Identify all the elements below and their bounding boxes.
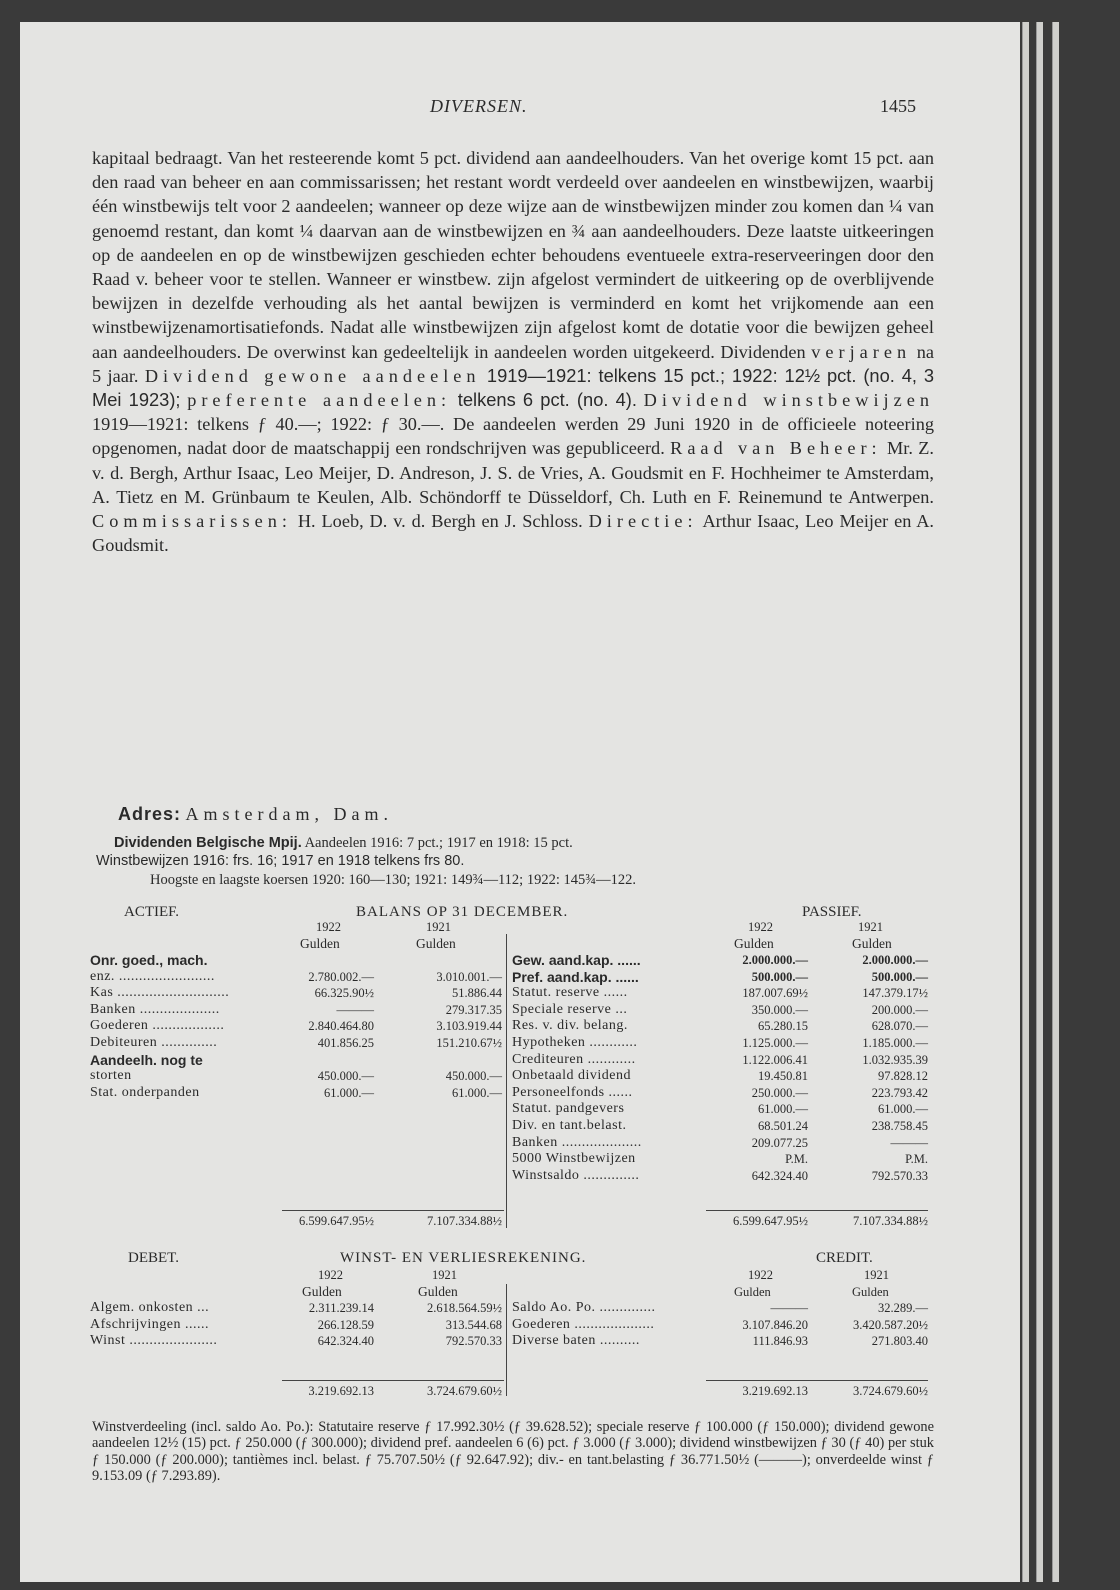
- passief-header: PASSIEF.: [802, 904, 862, 920]
- value-1922: 66.325.90½: [314, 986, 374, 1001]
- row-label: Onr. goed., mach.: [90, 952, 208, 968]
- column-divider: [506, 934, 507, 1228]
- value-1922: 401.856.25: [317, 1036, 374, 1050]
- value-1921: 61.000.—: [878, 1102, 928, 1117]
- row-label: Div. en tant.belast.: [512, 1118, 627, 1133]
- spaced-term: Dividend winstbewijzen: [643, 390, 934, 411]
- unit-label: Gulden: [302, 1284, 342, 1299]
- value-1922: 266.128.59: [317, 1317, 374, 1332]
- value-1921: 500.000.—: [871, 969, 928, 984]
- row-label: Diverse baten ..........: [512, 1333, 640, 1349]
- value-1922: 250.000.—: [751, 1085, 808, 1100]
- value-1921: 147.379.17½: [862, 986, 928, 1001]
- row-label: Debiteuren ..............: [90, 1035, 218, 1050]
- year-1921: 1921: [432, 1268, 457, 1282]
- value-1922: 1.125.000.—: [742, 1036, 808, 1050]
- value-1922: 68.501.24: [758, 1119, 808, 1133]
- value-1921: 2.618.564.59½: [427, 1301, 502, 1315]
- spaced-term: verjaren: [811, 341, 912, 362]
- row-label: Statut. pandgevers: [512, 1101, 625, 1117]
- value-1922: 642.324.40: [317, 1334, 374, 1349]
- row-label: Afschrijvingen ......: [90, 1316, 209, 1332]
- dividends-winstbewijzen: Winstbewijzen 1916: frs. 16; 1917 en 1918 telkens frs 80.: [96, 853, 465, 869]
- dividends-belgian: [114, 834, 934, 852]
- row-label: storten: [90, 1068, 132, 1084]
- value-1921: 792.570.33: [871, 1168, 928, 1183]
- page-number: 1455: [880, 96, 916, 116]
- text-run: Mr. Z. v. d. Bergh, Arthur Isaac, Leo Meijer, D. Andreson, J. S. de Vries, A. Goudsmit en F. Hochheimer te Amsterdam, A. Tietz en M. Grünbaum te Keulen, Alb. Schöndorff te Düsseldorf, Ch. Luth en F. Reinemund te Antwerpen.: [92, 438, 934, 507]
- row-label: 5000 Winstbewijzen: [512, 1151, 636, 1167]
- credit-header: CREDIT.: [816, 1250, 873, 1266]
- total-value: 3.219.692.13: [742, 1384, 808, 1398]
- row-label: Banken ....................: [512, 1134, 642, 1150]
- text-run: 1919—1921: telkens ƒ 40.—; 1922: ƒ 30.—. De aandeelen werden 29 Juni 1920 in de officieele noteering opgenomen, nadat door de maatschappij een rondschrijven was gepubliceerd.: [92, 414, 934, 459]
- total-rule: [282, 1210, 504, 1211]
- row-label: Goederen ..................: [90, 1018, 225, 1034]
- row-label: Kas ............................: [90, 985, 230, 1001]
- page-edge: [1036, 22, 1043, 1582]
- row-label: Algem. onkosten ...: [90, 1300, 210, 1315]
- row-label: Winstsaldo ..............: [512, 1167, 640, 1183]
- value-1922: 500.000.—: [751, 969, 808, 984]
- running-header: DIVERSEN.: [430, 96, 528, 116]
- spaced-term: Directie:: [588, 511, 698, 532]
- row-label: Saldo Ao. Po. ..............: [512, 1300, 656, 1315]
- total-value: 3.724.679.60½: [427, 1384, 502, 1398]
- pl-title: WINST- EN VERLIESREKENING.: [340, 1250, 587, 1266]
- row-label: Crediteuren ............: [512, 1051, 636, 1067]
- value-1922: 2.840.464.80: [308, 1019, 374, 1034]
- value-1922: 2.311.239.14: [308, 1301, 374, 1315]
- row-label: enz. ........................: [90, 968, 215, 984]
- balance-title: BALANS OP 31 DECEMBER.: [356, 904, 569, 920]
- text-run: H. Loeb, D. v. d. Bergh en J. Schloss.: [297, 511, 583, 532]
- unit-label: Gulden: [852, 936, 892, 951]
- unit-label: Gulden: [734, 936, 774, 951]
- value-1921: 223.793.42: [871, 1085, 928, 1100]
- value-1921: 2.000.000.—: [862, 953, 928, 967]
- year-1921: 1921: [426, 920, 451, 934]
- address-label: Adres:: [118, 804, 182, 824]
- unit-label: Gulden: [734, 1285, 771, 1299]
- row-label: Stat. onderpanden: [90, 1084, 200, 1100]
- dividends-text: Aandeelen 1916: 7 pct.; 1917 en 1918: 15 pct.: [304, 835, 573, 851]
- row-label: Banken ....................: [90, 1001, 220, 1017]
- total-value: 6.599.647.95½: [299, 1214, 374, 1228]
- value-1921: 3.010.001.—: [436, 969, 502, 984]
- total-value: 6.599.647.95½: [733, 1214, 808, 1228]
- value-1922: 111.846.93: [752, 1334, 808, 1349]
- spaced-term: preferente aandeelen:: [187, 390, 452, 411]
- row-label: Speciale reserve ...: [512, 1001, 628, 1017]
- value-1921: 628.070.—: [871, 1019, 928, 1034]
- year-1922: 1922: [316, 920, 341, 934]
- row-label: Personeelfonds ......: [512, 1084, 633, 1100]
- value-1922: 61.000.—: [324, 1085, 374, 1100]
- unit-label: Gulden: [852, 1285, 889, 1299]
- value-1922: 19.450.81: [758, 1069, 808, 1084]
- total-rule: [706, 1210, 928, 1211]
- year-1921: 1921: [858, 920, 883, 934]
- value-1921: 51.886.44: [452, 986, 502, 1001]
- total-rule: [282, 1380, 504, 1381]
- page-edge: [1052, 22, 1059, 1582]
- spaced-term: Dividend gewone aandeelen: [144, 365, 481, 386]
- debet-header: DEBET.: [128, 1250, 179, 1266]
- value-1921: 151.210.67½: [436, 1036, 502, 1050]
- value-1921: 97.828.12: [878, 1069, 928, 1084]
- value-1922: ———: [770, 1301, 808, 1315]
- year-1922: 1922: [318, 1268, 343, 1282]
- value-1922: P.M.: [785, 1152, 808, 1167]
- value-1922: 2.000.000.—: [742, 953, 808, 967]
- value-1921: 271.803.40: [871, 1334, 928, 1349]
- value-1922: 3.107.846.20: [742, 1317, 808, 1332]
- row-label: Statut. reserve ......: [512, 985, 628, 1001]
- page-edge: [1022, 22, 1029, 1582]
- value-1921: P.M.: [905, 1152, 928, 1167]
- value-1921: 238.758.45: [871, 1119, 928, 1133]
- dividends-label: Dividenden Belgische Mpij.: [114, 835, 302, 851]
- row-label: Aandeelh. nog te: [90, 1051, 203, 1068]
- row-label: Goederen ....................: [512, 1316, 655, 1332]
- year-1921: 1921: [864, 1268, 889, 1282]
- total-value: 7.107.334.88½: [853, 1214, 928, 1228]
- actief-header: ACTIEF.: [124, 904, 180, 920]
- value-1921: 792.570.33: [445, 1334, 502, 1349]
- row-label: Res. v. div. belang.: [512, 1018, 628, 1034]
- spaced-term: Commissarissen:: [92, 511, 292, 532]
- address-value: Amsterdam, Dam.: [185, 804, 393, 824]
- value-1921: 279.317.35: [445, 1002, 502, 1017]
- value-1921: 61.000.—: [452, 1085, 502, 1100]
- text-run: 1919—1921: telkens 15 pct.; 1922: 12½ pct. (no. 4, 3 Mei 1923);: [92, 364, 935, 411]
- total-value: 3.724.679.60½: [853, 1384, 928, 1398]
- value-1921: 1.032.935.39: [862, 1052, 928, 1067]
- column-divider: [506, 1284, 507, 1396]
- text-run: kapitaal bedraagt. Van het resteerende komt 5 pct. dividend aan aandeelhouders. Van het overige komt 15 pct. aan den raad van beheer en aan commissarissen; het restant wordt verdeeld over aandeelen en winstbewijzen, waarbij één winstbewijs telt voor 2 aandeelen; wanneer op deze wijze aan de winstbewijzen minder zou komen dan ¼ van genoemd restant, dan komt ¼ daarvan aan de winstbewijzen en ¾ aan aandeelhouders. Deze laatste uitkeeringen op de aandeelen en op de winstbewijzen geschieden echter behoudens eventueele extra-reserveeringen door den Raad v. beheer voor te stellen. Wanneer er winstbew. zijn afgelost vermindert de uitkeering op de overblijvende bewijzen in dezelfde verhouding als het aantal bewijzen is verminderd en komt het vrijkomende aan een winstbewijzenamortisatiefonds. Nadat alle winstbewijzen zijn afgelost komt de dotatie voor die bewijzen geheel aan aandeelhouders. De overwinst kan gedeeltelijk in aandeelen worden uitgekeerd. Dividenden: [92, 148, 934, 362]
- value-1922: 187.007.69½: [742, 986, 808, 1001]
- price-range: Hoogste en laagste koersen 1920: 160—130; 1921: 149¾—112; 1922: 145¾—122.: [150, 872, 636, 888]
- row-label: Hypotheken ............: [512, 1035, 638, 1050]
- text-run: na 5 jaar.: [92, 341, 934, 386]
- value-1921: ———: [890, 1135, 928, 1150]
- total-value: 3.219.692.13: [308, 1384, 374, 1398]
- value-1921: 450.000.—: [445, 1069, 502, 1084]
- unit-label: Gulden: [418, 1284, 458, 1299]
- value-1922: 450.000.—: [317, 1069, 374, 1084]
- text-run: telkens 6 pct. (no. 4).: [457, 389, 637, 411]
- row-label: Onbetaald dividend: [512, 1068, 632, 1084]
- body-paragraph: [92, 146, 934, 557]
- value-1922: 642.324.40: [751, 1168, 808, 1183]
- total-rule: [706, 1380, 928, 1381]
- row-label: Pref. aand.kap. ......: [512, 968, 639, 985]
- unit-label: Gulden: [416, 936, 456, 951]
- value-1922: 2.780.002.—: [308, 969, 374, 984]
- value-1922: 1.122.006.41: [742, 1052, 808, 1067]
- value-1922: 61.000.—: [758, 1102, 808, 1117]
- value-1921: 313.544.68: [445, 1317, 502, 1332]
- address-line: [118, 804, 393, 825]
- value-1922: ———: [336, 1002, 374, 1017]
- value-1922: 65.280.15: [758, 1019, 808, 1034]
- value-1921: 3.420.587.20½: [853, 1317, 928, 1332]
- value-1921: 3.103.919.44: [436, 1019, 502, 1034]
- spaced-term: Raad van Beheer:: [670, 438, 882, 459]
- year-1922: 1922: [748, 920, 773, 934]
- value-1921: 200.000.—: [871, 1002, 928, 1017]
- unit-label: Gulden: [300, 936, 340, 951]
- profit-distribution: Winstverdeeling (incl. saldo Ao. Po.): Statutaire reserve ƒ 17.992.30½ (ƒ 39.628.52); speciale reserve ƒ 100.000 (ƒ 150.000); dividend gewone aandeelen 12½ (15) pct. ƒ 250.000 (ƒ 300.000); dividend pref. aandeelen 6 (6) pct. ƒ 3.000 (ƒ 3.000); dividend winstbewijzen ƒ 30 (ƒ 40) per stuk ƒ 150.000 (ƒ 200.000); tantièmes incl. belast. ƒ 75.707.50½ (ƒ 92.647.92); div.- en tant.belasting ƒ 36.771.50½ (———); onverdeelde winst ƒ 9.153.09 (ƒ 7.293.89).: [92, 1419, 934, 1485]
- value-1921: 1.185.000.—: [862, 1036, 928, 1050]
- row-label: Gew. aand.kap. ......: [512, 952, 641, 968]
- value-1922: 350.000.—: [751, 1002, 808, 1017]
- value-1921: 32.289.—: [878, 1301, 928, 1315]
- row-label: Winst ......................: [90, 1333, 218, 1349]
- value-1922: 209.077.25: [751, 1135, 808, 1150]
- total-value: 7.107.334.88½: [427, 1214, 502, 1228]
- year-1922: 1922: [748, 1268, 773, 1282]
- text-run: Arthur Isaac, Leo Meijer en A. Goudsmit.: [92, 511, 935, 556]
